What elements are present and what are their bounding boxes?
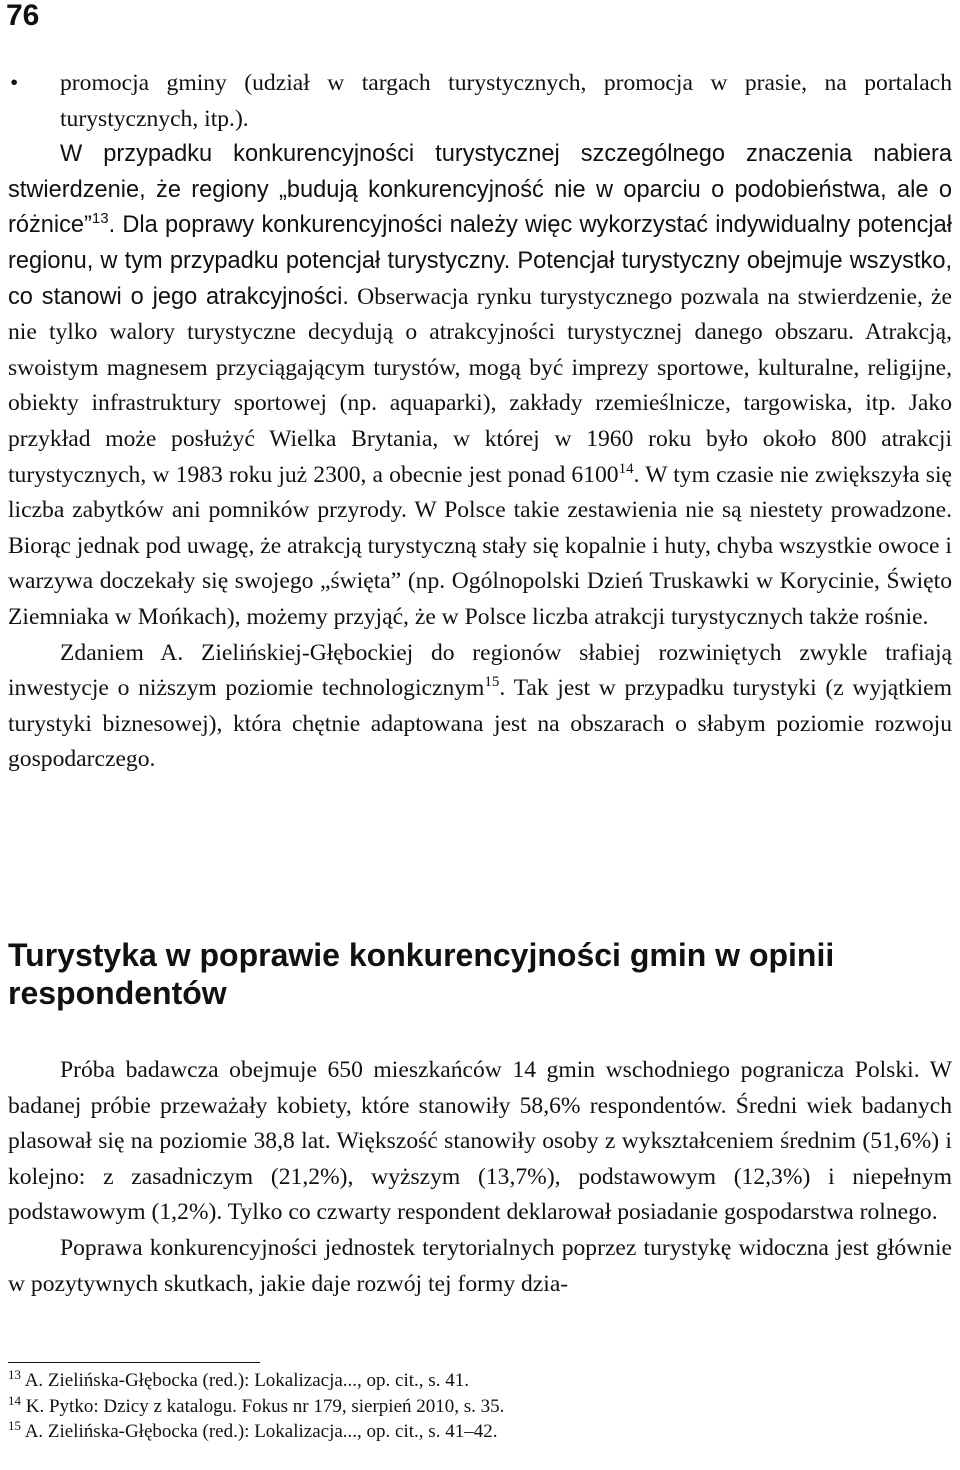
footnote-13 [8, 1368, 952, 1394]
section-heading: Turystyka w poprawie konkurencyjności gmin w opinii respondentów [8, 937, 835, 1011]
footnote-number: 15 [8, 1418, 21, 1433]
footnote-text: A. Zielińska-Głębocka (red.): Lokalizacja..., op. cit., s. 41. [21, 1370, 469, 1391]
footnote-number: 13 [8, 1367, 21, 1382]
page-number: 76 [6, 0, 40, 32]
footnote-ref-13: 13 [91, 210, 109, 228]
paragraph-attractions [8, 137, 952, 635]
paragraph-text-c: Obserwacja rynku turystycznego pozwala na stwierdzenie, że nie tylko walory turystyczne decydują o atrakcyjności turystycznej danego obszaru. Atrakcją, swoistym magnesem przyciągającym turystów, mogą być imprezy sportowe, kulturalne, religijne, obiekty infrastruktury sportowej (np. aquaparki), zakłady rzemieślnicze, targowiska, itp. Jako przykład może posłużyć Wielka Brytania, w której w 1960 roku było około 800 atrakcji turystycznych, w 1983 roku już 2300, a obecnie jest ponad 6100 [8, 283, 952, 488]
footnote-divider [8, 1362, 260, 1363]
bullet-icon: • [10, 70, 19, 96]
paragraph-text-f: . Tak jest w przypadku turystyki (z wyjątkiem turystyki biznesowej), która chętnie adaptowana jest na obszarach o słabym poziomie rozwoju gospodarczego. [8, 675, 952, 773]
footnote-ref-15: 15 [484, 674, 500, 691]
footnote-14 [8, 1394, 952, 1420]
paragraph-text-a: W przypadku konkurencyjności turystycznej szczególnego znaczenia nabiera stwierdzenie, że regiony „budują konkurencyjność nie w oparciu o podobieństwa, ale o różnice” [8, 141, 952, 239]
intro-text [8, 66, 952, 778]
bullet-list-item [8, 66, 952, 137]
paragraph-text-b: . Dla poprawy konkurencyjności należy więc wykorzystać indywidualny potencjał regionu, w tym przypadku potencjał turystyczny. Potencjał turystyczny obejmuje wszystko, co stanowi o jego atrakcyjności. [8, 212, 952, 310]
paragraph-text-d: . W tym czasie nie zwiększyła się liczba zabytków ani pomników przyrody. W Polsce takie zestawienia nie są niestety prowadzone. Biorąc jednak pod uwagę, że atrakcją turystyczną stały się kopalnie i huty, chyba wszystkie owoce i warzywa doczekały się swojego „święta” (np. Ogólnopolski Dzień Truskawki w Korycinie, Święto Ziemniaka w Mońkach), możemy przyjąć, że w Polsce liczba atrakcji turystycznych także rośnie. [8, 461, 952, 630]
paragraph-text-e: Zdaniem A. Zielińskiej-Głębockiej do regionów słabiej rozwiniętych zwykle trafiają inwestycje o niższym poziomie technologicznym [8, 639, 952, 702]
paragraph-sample: Próba badawcza obejmuje 650 mieszkańców 14 gmin wschodniego pogranicza Polski. W badanej próbie przeważały kobiety, które stanowiły 58,6% respondentów. Średni wiek badanych plasował się na poziomie 38,8 lat. Większość stanowiły osoby z wykształceniem średnim (51,6%) i kolejno: z zasadniczym (21,2%), wyższym (13,7%), podstawowym (12,3%) i niepełnym podstawowym (1,2%). Tylko co czwarty respondent deklarował posiadanie gospodarstwa rolnego. [8, 1057, 952, 1226]
footnotes [8, 1368, 952, 1445]
footnote-ref-14: 14 [618, 460, 634, 477]
footnote-text: A. Zielińska-Głębocka (red.): Lokalizacja..., op. cit., s. 41–42. [21, 1421, 498, 1442]
bullet-text: promocja gminy (udział w targach turystycznych, promocja w prasie, na portalach turystycznych, itp.). [60, 70, 952, 132]
footnote-15 [8, 1419, 952, 1445]
footnote-number: 14 [8, 1392, 21, 1408]
section-body [8, 1053, 952, 1302]
footnote-text: K. Pytko: Dzicy z katalogu. Fokus nr 179, sierpień 2010, s. 35. [21, 1395, 505, 1417]
paragraph-investments [8, 636, 952, 778]
paragraph-competitiveness: Poprawa konkurencyjności jednostek terytorialnych poprzez turystykę widoczna jest głównie w pozytywnych skutkach, jakie daje rozwój tej formy dzia- [8, 1234, 952, 1297]
